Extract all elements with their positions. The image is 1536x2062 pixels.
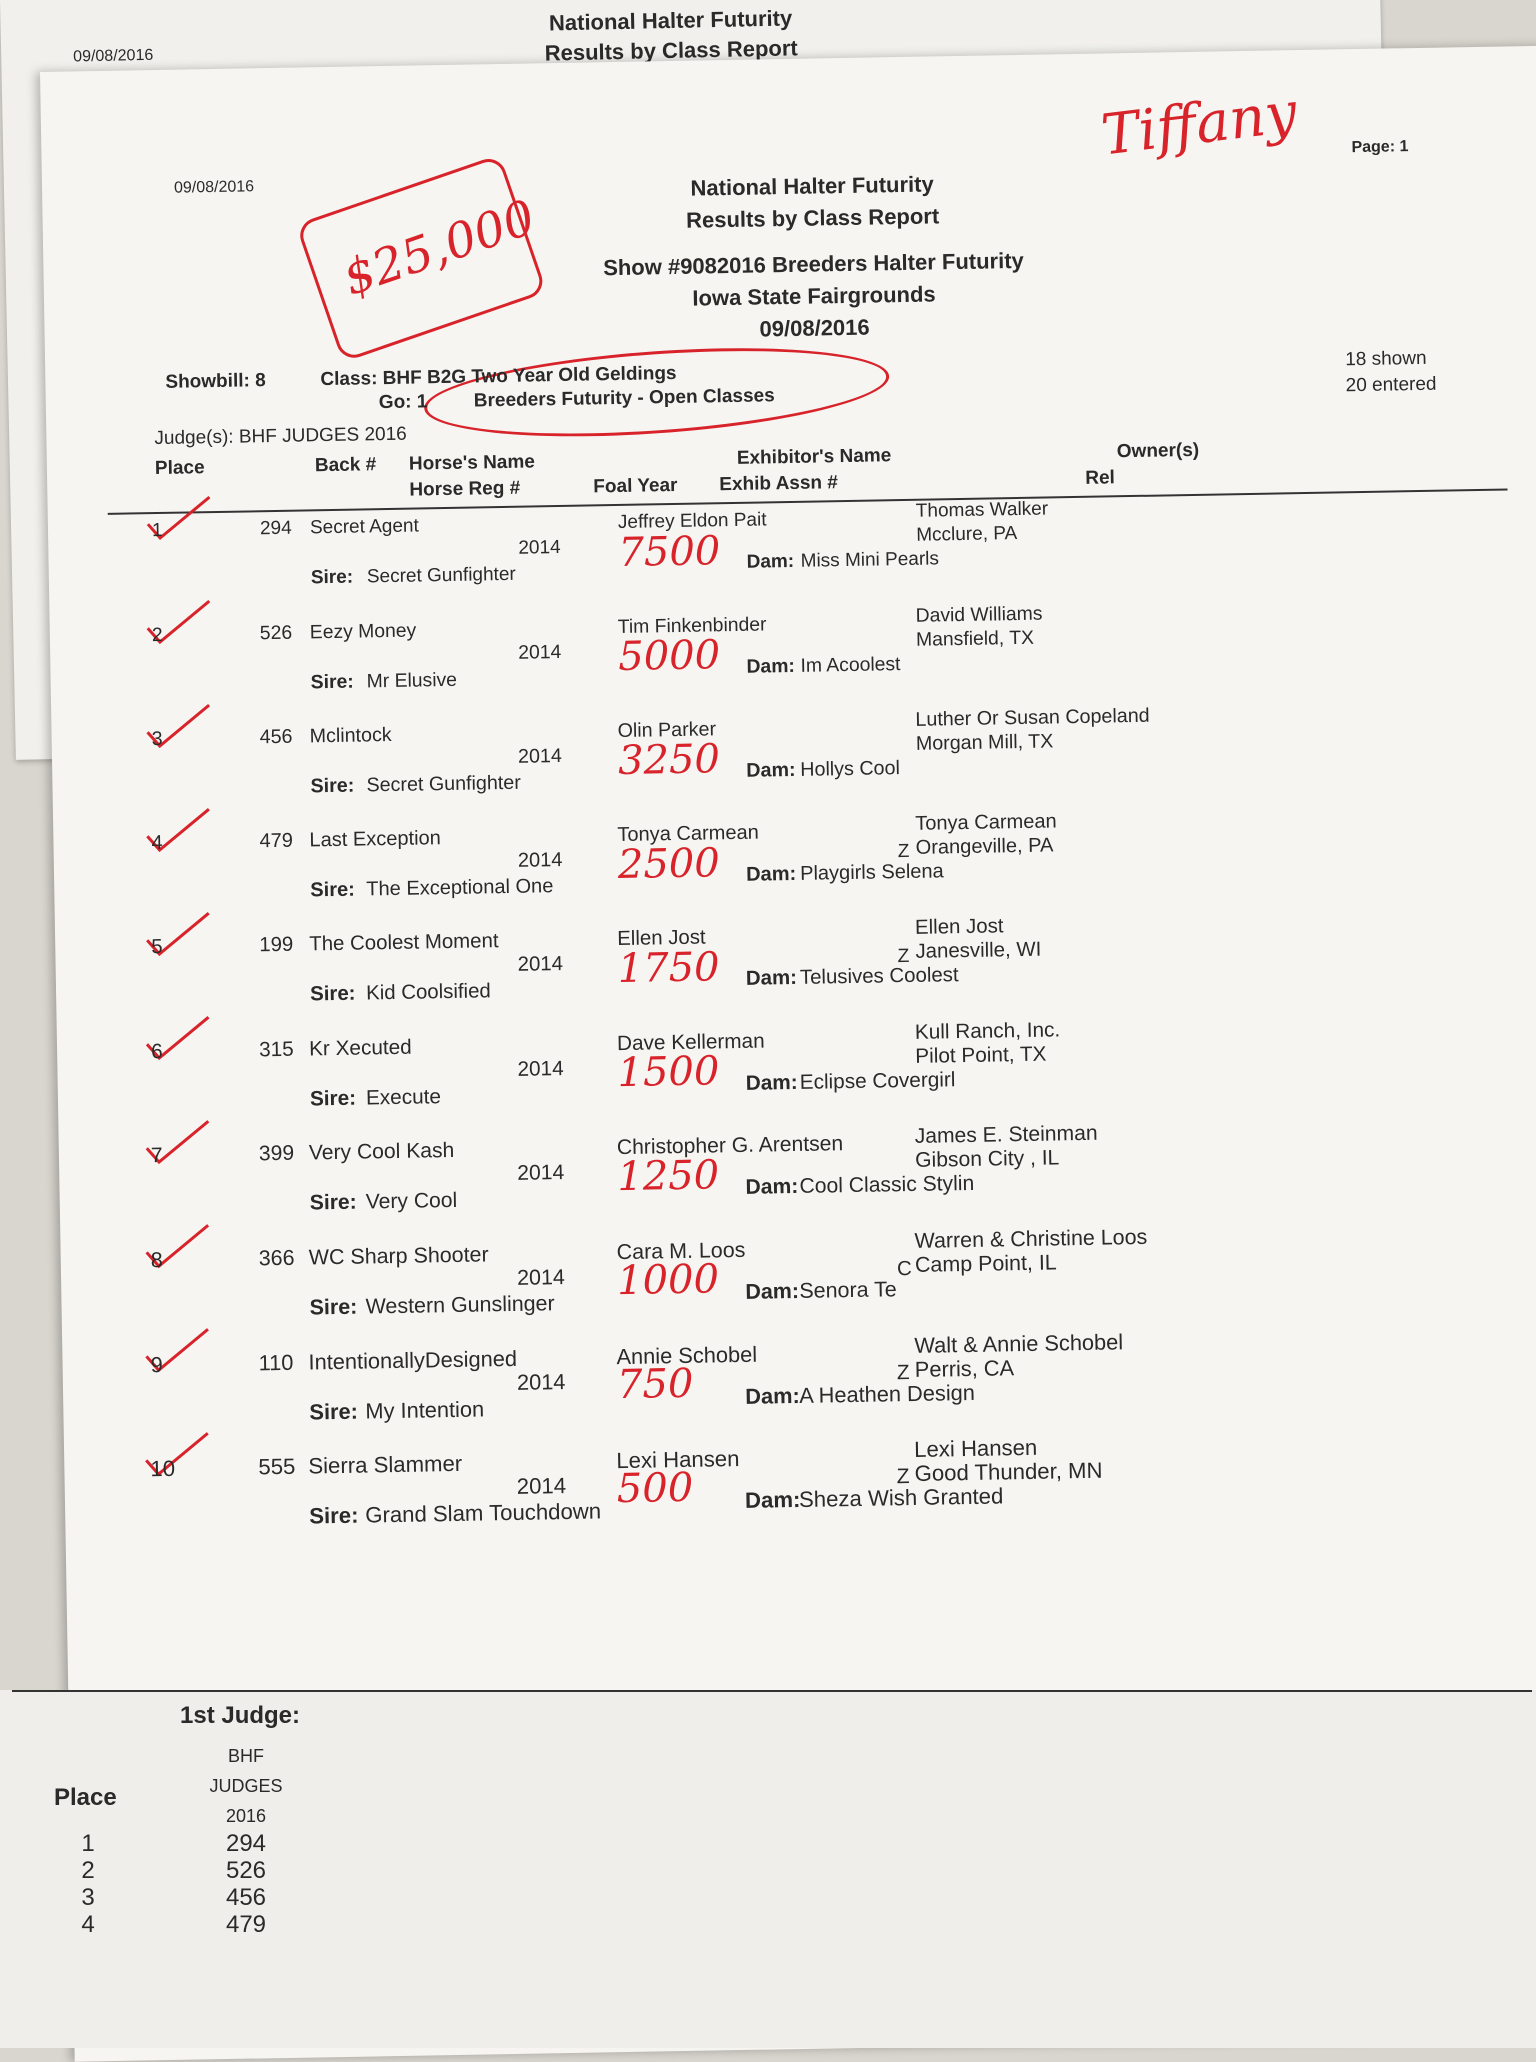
judge-row-back-number: 294 (225, 1830, 267, 1857)
entry-payout: 7500 (618, 528, 721, 576)
entry-dam-label: Dam: (746, 758, 796, 782)
entry-payout: 1250 (616, 1152, 720, 1201)
entry-back-number: 110 (258, 1349, 294, 1376)
entry-horse-name: IntentionallyDesigned (308, 1345, 518, 1375)
entry-rel: Z (896, 1465, 910, 1489)
entry-owner-location: Perris, CA (914, 1355, 1015, 1382)
entry-payout: 750 (616, 1360, 694, 1409)
entry-sire: Very Cool (365, 1188, 458, 1214)
entry-sire: Grand Slam Touchdown (365, 1498, 602, 1528)
entry-exhibitor: Annie Schobel (616, 1341, 758, 1370)
go-number: Go: 1 (378, 391, 428, 414)
entry-rel: Z (897, 944, 910, 968)
entry-owner: David Williams (915, 602, 1043, 627)
entry-owner: James E. Steinman (914, 1121, 1098, 1148)
entry-sire-label: Sire: (309, 1190, 357, 1215)
entry-horse-name: WC Sharp Shooter (308, 1242, 489, 1270)
entry-foal-year: 2014 (517, 1161, 565, 1185)
entry-owner-location: Orangeville, PA (915, 834, 1054, 859)
entry-place: 5 (151, 935, 163, 959)
summary-rule (12, 1690, 1532, 1692)
col-foal-year: Foal Year (593, 474, 678, 498)
entry-place: 1 (151, 519, 163, 542)
entry-exhibitor: Ellen Jost (617, 926, 706, 951)
col-horse-name: Horse's Name (408, 451, 536, 475)
entry-dam: Sheza Wish Granted (798, 1483, 1004, 1512)
handwritten-total: $25,000 (336, 189, 543, 307)
entry-exhibitor: Olin Parker (617, 718, 717, 743)
entry-dam-label: Dam: (746, 654, 796, 678)
entry-owner: Luther Or Susan Copeland (915, 704, 1150, 731)
entry-exhibitor: Cara M. Loos (616, 1237, 746, 1265)
class-name: Class: BHF B2G Two Year Old Geldings (320, 362, 677, 391)
entry-dam: Telusives Coolest (799, 964, 959, 989)
entry-owner: Warren & Christine Loos (914, 1224, 1148, 1253)
judge-place-header: Place (54, 1784, 117, 1811)
entry-foal-year: 2014 (518, 640, 562, 664)
col-back: Back # (314, 454, 377, 477)
entry-dam-label: Dam: (745, 862, 797, 886)
entry-back-number: 294 (259, 517, 292, 540)
entry-dam: Im Acoolest (800, 653, 901, 677)
entry-back-number: 526 (259, 621, 293, 645)
entry-dam-label: Dam: (745, 1174, 799, 1199)
shown-count: 18 shown (1345, 347, 1427, 371)
entry-back-number: 456 (259, 725, 293, 749)
entry-exhibitor: Christopher G. Arentsen (616, 1132, 844, 1160)
show-location: Iowa State Fairgrounds (692, 281, 936, 311)
entry-place: 4 (151, 831, 163, 855)
judge-summary-title: 1st Judge: (180, 1702, 301, 1729)
entry-horse-name: Kr Xecuted (308, 1035, 412, 1061)
entry-back-number: 479 (259, 829, 294, 853)
entry-dam-label: Dam: (745, 966, 798, 990)
entry-foal-year: 2014 (517, 953, 564, 976)
judge-header: BHF (228, 1746, 264, 1766)
entry-sire: My Intention (365, 1396, 485, 1424)
entry-horse-name: Last Exception (309, 827, 442, 852)
entry-place: 6 (150, 1040, 163, 1064)
show-name: Show #9082016 Breeders Halter Futurity (602, 247, 1024, 281)
entry-dam: Playgirls Selena (799, 860, 944, 885)
entry-sire: Secret Gunfighter (366, 563, 516, 588)
entry-exhibitor: Jeffrey Eldon Pait (617, 509, 767, 533)
col-place: Place (154, 457, 205, 480)
entry-sire: Western Gunslinger (365, 1291, 555, 1319)
entry-back-number: 315 (258, 1037, 294, 1062)
judge-row-back-number: 526 (225, 1857, 267, 1884)
entry-owner-location: Pilot Point, TX (915, 1042, 1047, 1068)
division: Breeders Futurity - Open Classes (473, 385, 775, 412)
entry-sire: Execute (365, 1085, 442, 1110)
entry-horse-name: Mclintock (309, 723, 392, 748)
entry-sire-label: Sire: (309, 1294, 358, 1320)
judge-header: JUDGES (209, 1776, 283, 1796)
back-sheet-title-line-1: National Halter Futurity (548, 5, 793, 36)
entry-back-number: 199 (259, 933, 294, 957)
back-sheet-title-line-2: Results by Class Report (544, 35, 798, 66)
entry-back-number: 399 (258, 1141, 295, 1166)
entry-horse-name: Secret Agent (309, 515, 419, 539)
report-header (492, 165, 1135, 350)
entry-dam: Cool Classic Stylin (799, 1171, 975, 1198)
entry-owner-location: Mansfield, TX (915, 626, 1035, 651)
entry-sire: Mr Elusive (366, 668, 458, 693)
entry-dam-label: Dam: (744, 1486, 801, 1513)
entry-owner-location: Camp Point, IL (914, 1250, 1057, 1277)
judge-row-back-number: 479 (225, 1911, 267, 1938)
entry-back-number: 366 (258, 1245, 295, 1271)
entry-place: 2 (151, 623, 163, 647)
entry-foal-year: 2014 (517, 1057, 564, 1081)
entry-foal-year: 2014 (516, 1369, 566, 1395)
entry-foal-year: 2014 (516, 1265, 566, 1290)
entry-owner-location: Gibson City , IL (914, 1146, 1060, 1172)
entry-place: 9 (150, 1352, 163, 1378)
judge-row-place: 2 (81, 1857, 95, 1884)
entry-horse-name: Very Cool Kash (308, 1138, 455, 1165)
entry-sire-label: Sire: (310, 774, 355, 798)
entry-dam: Senora Te (799, 1277, 897, 1303)
col-exhibitor: Exhibitor's Name (736, 445, 892, 469)
entry-place: 7 (150, 1144, 163, 1168)
entry-payout: 2500 (617, 840, 721, 889)
entry-exhibitor: Tonya Carmean (617, 821, 759, 847)
entry-dam: Miss Mini Pearls (800, 548, 940, 572)
entered-count: 20 entered (1345, 373, 1437, 397)
judge-summary (0, 1690, 1536, 2048)
entry-sire-label: Sire: (310, 670, 354, 694)
judge-row-place: 3 (81, 1884, 95, 1911)
entry-payout: 500 (616, 1464, 694, 1513)
report-date: 09/08/2016 (173, 178, 255, 197)
entry-horse-name: Sierra Slammer (308, 1450, 463, 1479)
col-rel: Rel (1085, 467, 1116, 489)
entry-owner: Walt & Annie Schobel (914, 1329, 1124, 1358)
entry-owner: Thomas Walker (915, 498, 1049, 522)
entry-foal-year: 2014 (518, 536, 561, 559)
entry-owner: Kull Ranch, Inc. (914, 1018, 1061, 1044)
report-subtitle: Results by Class Report (685, 203, 940, 233)
entry-horse-name: The Coolest Moment (309, 930, 499, 956)
entry-exhibitor: Lexi Hansen (616, 1446, 740, 1474)
col-owner: Owner(s) (1116, 439, 1200, 463)
col-horse-reg: Horse Reg # (409, 477, 521, 501)
judges-line: Judge(s): BHF JUDGES 2016 (154, 423, 407, 450)
entry-rel: C (896, 1256, 912, 1281)
entry-dam-label: Dam: (745, 1070, 798, 1095)
entry-dam-label: Dam: (746, 550, 795, 573)
entry-dam: Hollys Cool (800, 757, 901, 781)
entry-sire-label: Sire: (309, 1086, 357, 1111)
showbill: Showbill: 8 (165, 370, 266, 393)
entry-sire: The Exceptional One (366, 875, 554, 901)
entry-dam: A Heathen Design (798, 1379, 976, 1408)
entry-payout: 1000 (616, 1256, 720, 1305)
back-sheet-date: 09/08/2016 (73, 46, 154, 66)
entry-owner-location: Mcclure, PA (916, 523, 1018, 546)
entry-foal-year: 2014 (517, 849, 563, 872)
entry-back-number: 555 (258, 1453, 296, 1480)
entry-sire-label: Sire: (310, 878, 356, 902)
handwritten-name: Tiffany (1097, 80, 1301, 169)
page-number: Page: 1 (1351, 138, 1409, 157)
entry-dam: Eclipse Covergirl (799, 1068, 956, 1094)
entry-payout: 3250 (617, 736, 721, 785)
entry-owner-location: Janesville, WI (915, 938, 1042, 963)
entry-owner: Ellen Jost (914, 915, 1004, 939)
entry-foal-year: 2014 (516, 1473, 567, 1499)
judge-row-place: 4 (81, 1911, 95, 1938)
report-title: National Halter Futurity (690, 171, 934, 201)
entry-rel: Z (897, 840, 910, 863)
entry-owner: Lexi Hansen (913, 1434, 1038, 1462)
entry-exhibitor: Dave Kellerman (616, 1029, 765, 1056)
entry-horse-name: Eezy Money (309, 619, 417, 644)
entry-place: 10 (150, 1455, 176, 1482)
entry-sire-label: Sire: (309, 1398, 359, 1425)
entry-dam-label: Dam: (745, 1382, 800, 1409)
entry-owner: Tonya Carmean (915, 810, 1057, 835)
entry-sire-label: Sire: (309, 1502, 359, 1529)
entry-foal-year: 2014 (517, 744, 563, 768)
entry-sire: Secret Gunfighter (366, 771, 521, 797)
judge-row-place: 1 (81, 1830, 95, 1857)
entry-place: 3 (151, 727, 163, 751)
entry-payout: 1750 (617, 944, 720, 993)
entry-rel: Z (896, 1361, 910, 1385)
entry-sire-label: Sire: (309, 982, 356, 1006)
entry-owner-location: Morgan Mill, TX (915, 730, 1054, 755)
entry-dam-label: Dam: (745, 1278, 800, 1304)
col-exhib-assn: Exhib Assn # (719, 472, 839, 496)
entry-place: 8 (150, 1248, 163, 1273)
entry-sire: Kid Coolsified (365, 980, 491, 1005)
entry-exhibitor: Tim Finkenbinder (617, 613, 767, 638)
judge-header: 2016 (225, 1806, 267, 1826)
judge-row-back-number: 456 (225, 1884, 267, 1911)
entry-payout: 1500 (617, 1048, 720, 1097)
show-date: 09/08/2016 (759, 314, 870, 342)
entry-owner-location: Good Thunder, MN (914, 1457, 1103, 1486)
entry-sire-label: Sire: (310, 566, 354, 589)
entry-payout: 5000 (617, 632, 721, 680)
